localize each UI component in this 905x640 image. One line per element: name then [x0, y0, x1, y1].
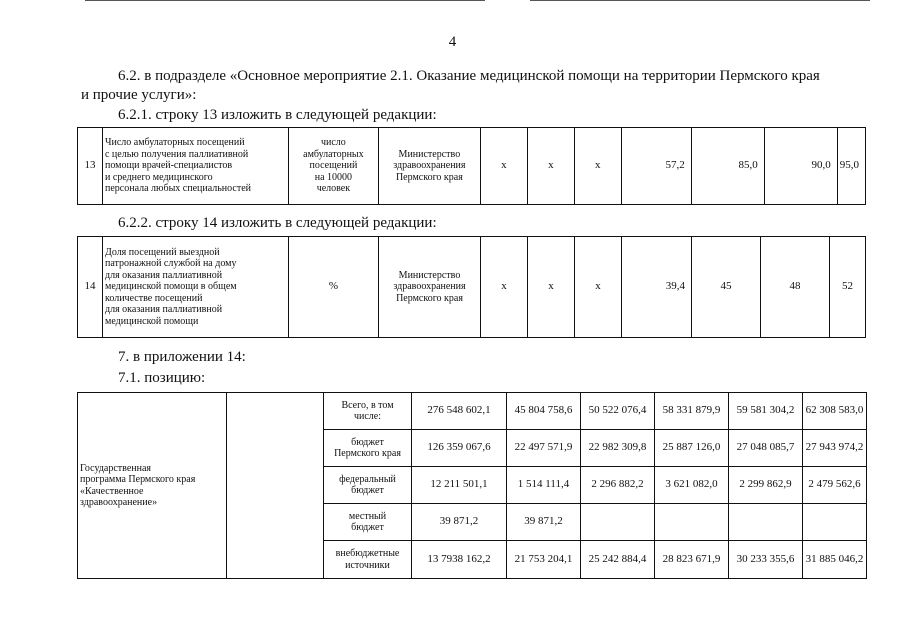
funding-value: 2 299 862,9	[729, 467, 803, 504]
funding-value: 28 823 671,9	[655, 541, 729, 579]
funding-value: 22 497 571,9	[507, 430, 581, 467]
program-funding-table	[77, 392, 867, 579]
funding-value: 22 982 309,8	[581, 430, 655, 467]
funding-value: 2 296 882,2	[581, 467, 655, 504]
row14-ministry: Министерство здравоохранения Пермского края	[379, 237, 481, 338]
funding-value: 58 331 879,9	[655, 393, 729, 430]
funding-label: Всего, в том числе:	[324, 393, 412, 430]
funding-value	[581, 504, 655, 541]
row13-value-3: 90,0	[764, 128, 837, 205]
page-number: 4	[448, 34, 457, 50]
row14-x1: x	[481, 237, 528, 338]
funding-value	[803, 504, 867, 541]
funding-value: 276 548 602,1	[412, 393, 507, 430]
row13-indicator-name: Число амбулаторных посещений с целью получения паллиативной помощи врачей-специалистов и среднего медицинского персонала любых специальностей	[102, 128, 288, 205]
funding-value: 50 522 076,4	[581, 393, 655, 430]
appendix-heading: 7. в приложении 14:	[118, 349, 246, 365]
funding-value: 126 359 067,6	[412, 430, 507, 467]
funding-value	[729, 504, 803, 541]
row13-number: 13	[78, 128, 103, 205]
funding-value: 21 753 204,1	[507, 541, 581, 579]
funding-value: 39 871,2	[507, 504, 581, 541]
row14-table	[77, 236, 866, 338]
top-rule-right	[530, 0, 870, 1]
row13-x2: x	[527, 128, 574, 205]
row13-ministry: Министерство здравоохранения Пермского края	[378, 128, 480, 205]
funding-value: 39 871,2	[412, 504, 507, 541]
funding-value: 25 242 884,4	[581, 541, 655, 579]
row14-number: 14	[78, 237, 103, 338]
funding-value: 2 479 562,6	[803, 467, 867, 504]
funding-label: бюджет Пермского края	[324, 430, 412, 467]
subsection-heading-row14: 6.2.2. строку 14 изложить в следующей редакции:	[118, 215, 437, 231]
row13-value-1: 57,2	[621, 128, 691, 205]
row13-x3: x	[574, 128, 621, 205]
row14-x3: x	[575, 237, 622, 338]
funding-label: внебюджетные источники	[324, 541, 412, 579]
row13-unit: число амбулаторных посещений на 10000 человек	[288, 128, 378, 205]
funding-value: 25 887 126,0	[655, 430, 729, 467]
row13-value-2: 85,0	[691, 128, 764, 205]
row14-value-4: 52	[830, 237, 866, 338]
subsection-heading-row13: 6.2.1. строку 13 изложить в следующей редакции:	[118, 107, 437, 123]
funding-label: федеральный бюджет	[324, 467, 412, 504]
program-empty-column	[227, 393, 324, 579]
top-rule-left	[85, 0, 485, 1]
row13-table	[77, 127, 866, 205]
section-heading-line1: 6.2. в подразделе «Основное мероприятие 2.1. Оказание медицинской помощи на территории Пермского края	[118, 68, 820, 84]
funding-value: 59 581 304,2	[729, 393, 803, 430]
funding-value: 31 885 046,2	[803, 541, 867, 579]
row14-value-3: 48	[761, 237, 830, 338]
row13-value-4: 95,0	[837, 128, 865, 205]
funding-value: 45 804 758,6	[507, 393, 581, 430]
position-heading: 7.1. позицию:	[118, 370, 206, 386]
funding-value: 12 211 501,1	[412, 467, 507, 504]
funding-value: 13 7938 162,2	[412, 541, 507, 579]
row14-x2: x	[528, 237, 575, 338]
funding-label: местный бюджет	[324, 504, 412, 541]
row14-indicator-name: Доля посещений выездной патронажной службой на дому для оказания паллиативной медицинской помощи в общем количестве посещений для оказания паллиативной медицинской помощи	[103, 237, 289, 338]
row14-value-2: 45	[692, 237, 761, 338]
row13-x1: x	[480, 128, 527, 205]
section-heading-line2: и прочие услуги»:	[81, 87, 197, 103]
funding-value: 1 514 111,4	[507, 467, 581, 504]
row14-value-1: 39,4	[622, 237, 692, 338]
funding-value	[655, 504, 729, 541]
program-name: Государственная программа Пермского края «Качественное здравоохранение»	[78, 393, 227, 579]
row14-unit: %	[289, 237, 379, 338]
funding-value: 27 048 085,7	[729, 430, 803, 467]
funding-value: 3 621 082,0	[655, 467, 729, 504]
funding-value: 30 233 355,6	[729, 541, 803, 579]
funding-value: 62 308 583,0	[803, 393, 867, 430]
funding-value: 27 943 974,2	[803, 430, 867, 467]
